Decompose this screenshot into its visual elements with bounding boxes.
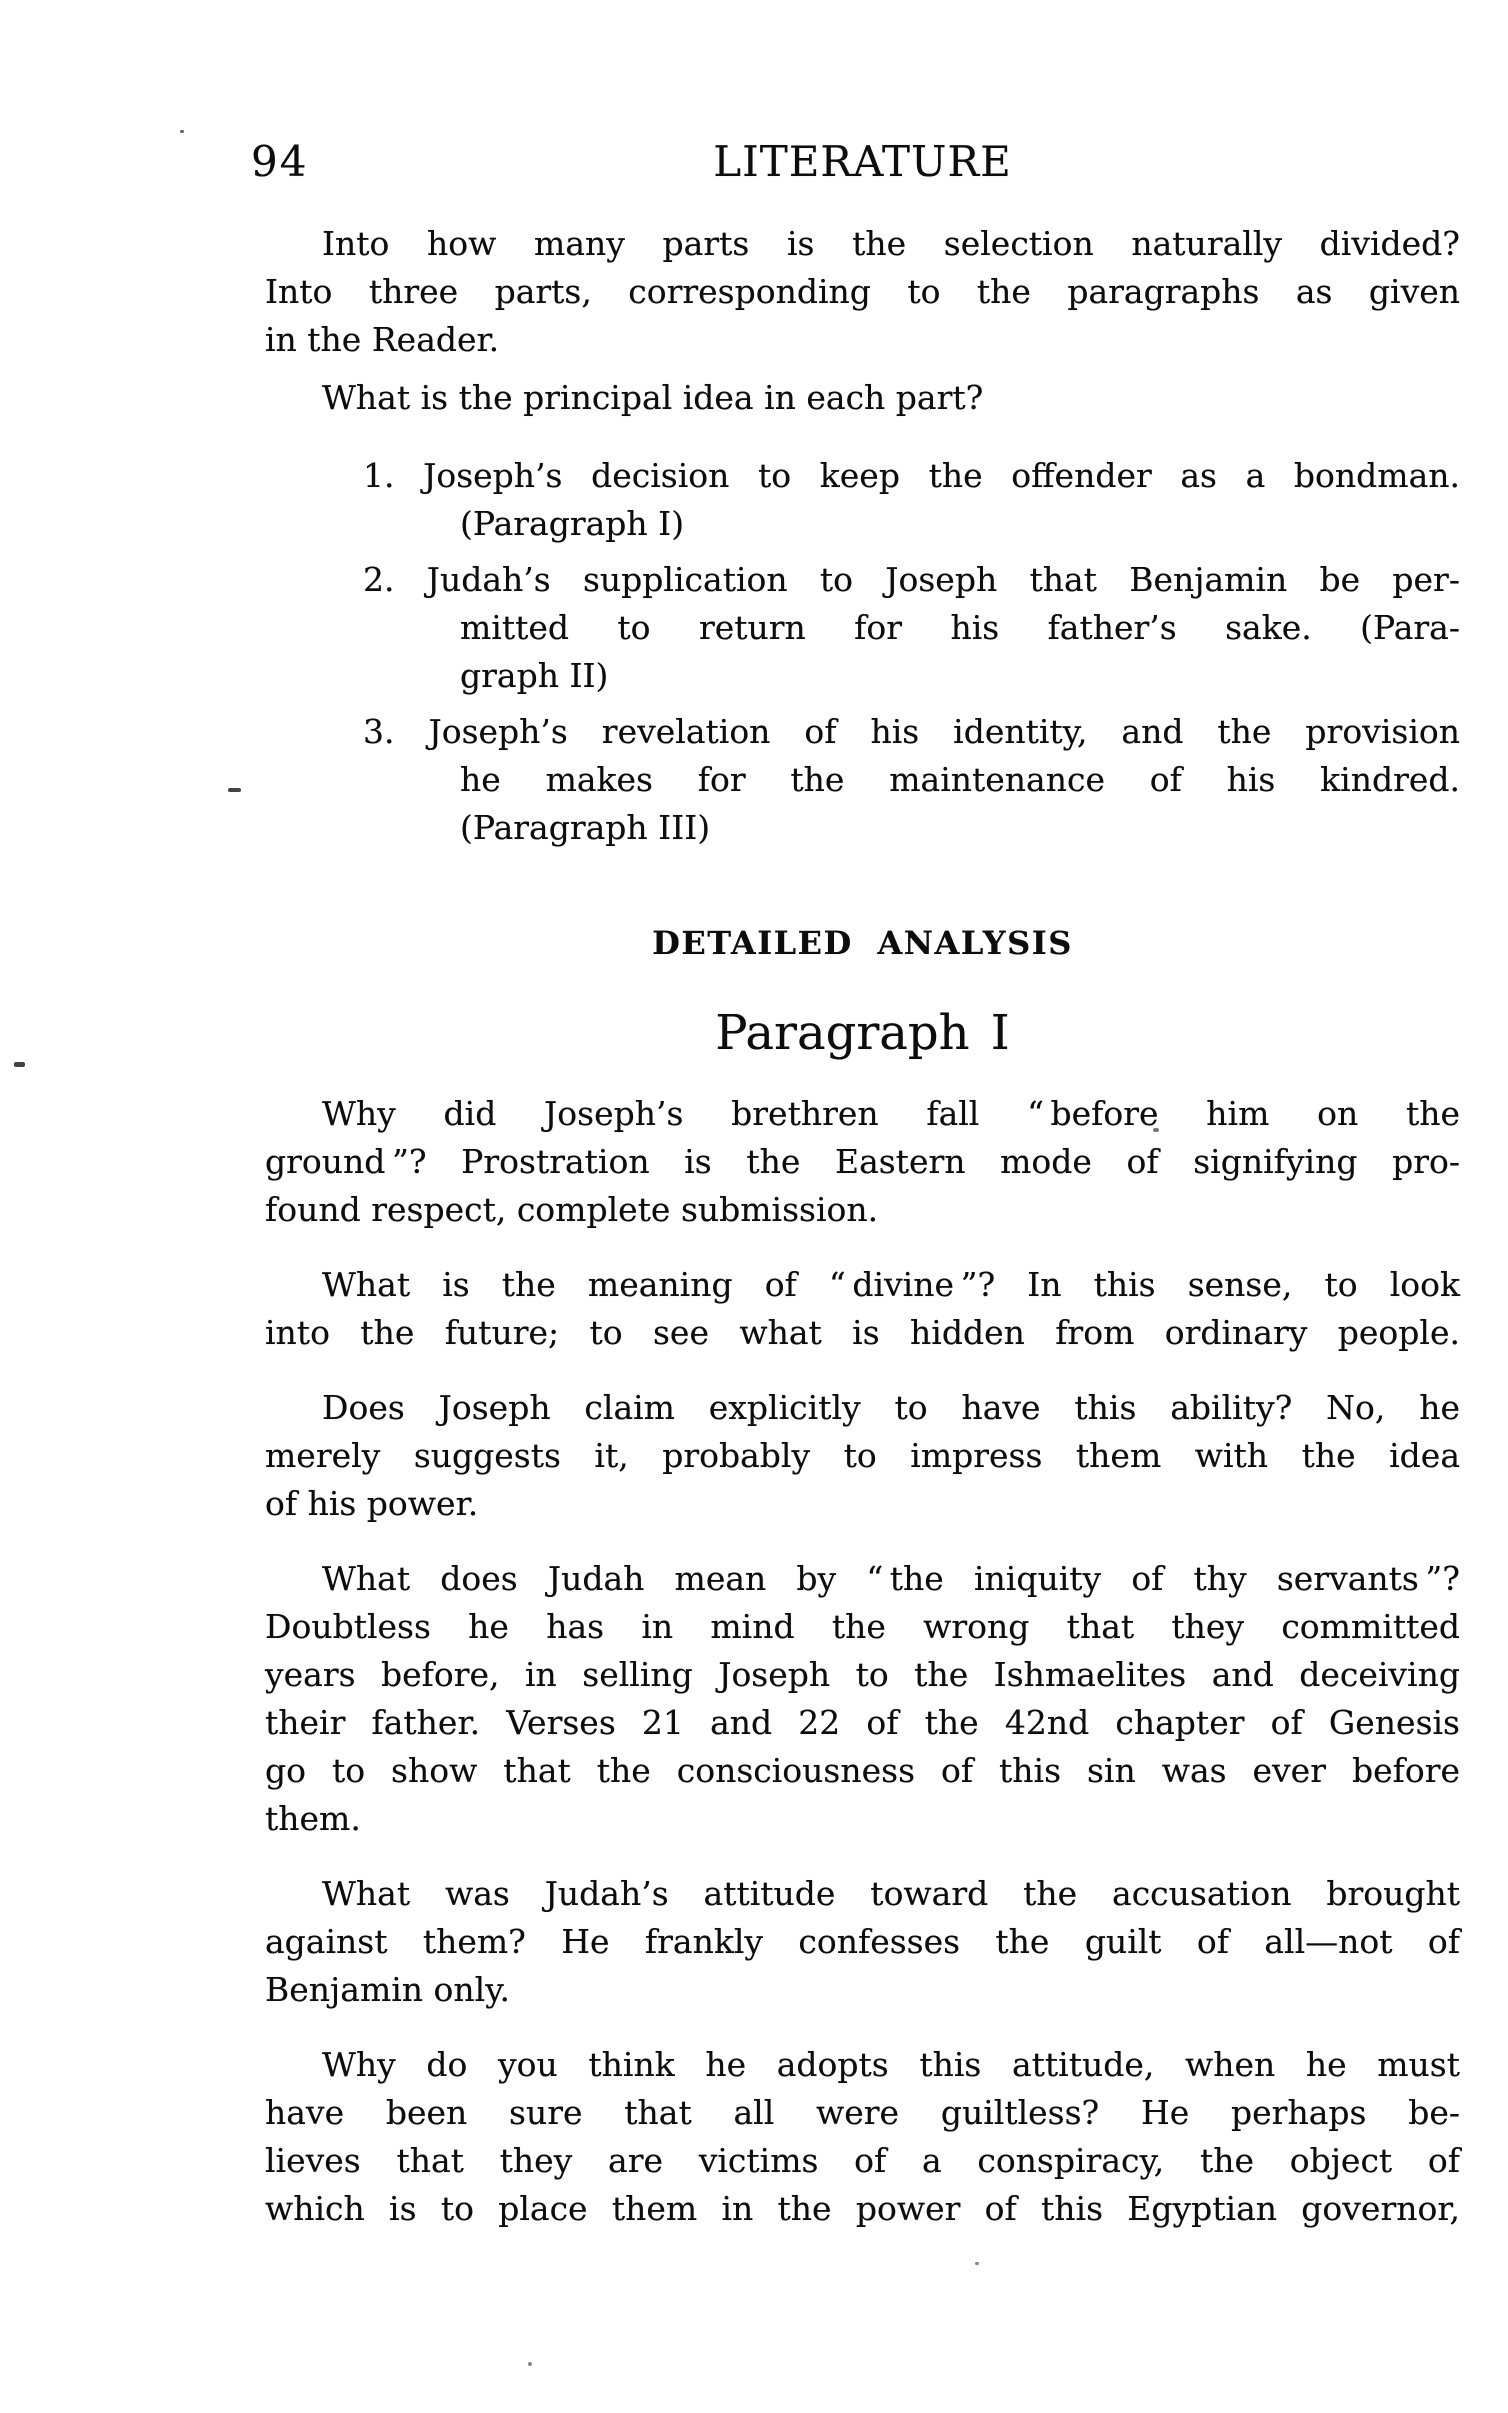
page-header <box>251 136 1460 188</box>
scan-speck <box>14 1062 25 1067</box>
text-line: (Paragraph III) <box>460 808 711 847</box>
text-line: What is the principal idea in each part? <box>322 378 984 417</box>
intro-paragraph <box>265 220 1460 364</box>
text-line <box>265 556 1460 604</box>
running-title: LITERATURE <box>713 137 1012 186</box>
list-item-text: Judah’s supplication to Joseph that Benjamin be per- <box>426 560 1460 599</box>
text-line: he makes for the maintenance of his kindred. <box>460 760 1460 799</box>
text-line: years before, in selling Joseph to the Ishmaelites and deceiving <box>265 1655 1460 1694</box>
text-line: mitted to return for his father’s sake. (Para- <box>460 608 1460 647</box>
text-line <box>265 452 1460 500</box>
analysis-paragraph <box>265 1090 1460 1234</box>
list-item-text: Joseph’s revelation of his identity, and the provision <box>428 712 1460 751</box>
numbered-list <box>265 452 1460 852</box>
scan-speck <box>528 2362 532 2366</box>
text-line: them. <box>265 1799 361 1838</box>
text-line: graph II) <box>460 656 609 695</box>
text-line: in the Reader. <box>265 320 500 359</box>
text-line: go to show that the consciousness of this sin was ever before <box>265 1751 1460 1790</box>
text-line: Does Joseph claim explicitly to have this ability? No, he <box>322 1388 1460 1427</box>
section-heading: DETAILED ANALYSIS <box>652 924 1073 962</box>
text-line: What is the meaning of “ divine ”? In this sense, to look <box>322 1265 1460 1304</box>
text-line: which is to place them in the power of this Egyptian governor, <box>265 2189 1460 2228</box>
list-marker: 2. <box>363 560 395 599</box>
text-line: Why did Joseph’s brethren fall “ before him on the <box>322 1094 1460 1133</box>
list-item <box>265 556 1460 700</box>
scan-speck <box>975 2262 979 2265</box>
analysis-paragraph <box>265 2041 1460 2233</box>
text-line <box>265 708 1460 756</box>
analysis-paragraph <box>265 1261 1460 1357</box>
scan-speck <box>228 788 241 792</box>
text-line: Why do you think he adopts this attitude, when he must <box>322 2045 1460 2084</box>
text-line: Into how many parts is the selection naturally divided? <box>322 224 1460 263</box>
list-marker: 1. <box>363 456 395 495</box>
text-line: Doubtless he has in mind the wrong that they committed <box>265 1607 1460 1646</box>
page-number: 94 <box>251 137 309 186</box>
list-marker: 3. <box>363 712 395 751</box>
text-line: Benjamin only. <box>265 1970 510 2009</box>
text-line: What was Judah’s attitude toward the accusation brought <box>322 1874 1460 1913</box>
list-item-text: Joseph’s decision to keep the offender as a bondman. <box>423 456 1460 495</box>
text-line: into the future; to see what is hidden from ordinary people. <box>265 1313 1460 1352</box>
text-line: ground ”? Prostration is the Eastern mode of signifying pro- <box>265 1142 1460 1181</box>
text-line: (Paragraph I) <box>460 504 685 543</box>
text-line: their father. Verses 21 and 22 of the 42nd chapter of Genesis <box>265 1703 1460 1742</box>
text-line: Into three parts, corresponding to the paragraphs as given <box>265 272 1460 311</box>
list-item <box>265 452 1460 548</box>
text-line: found respect, complete submission. <box>265 1190 879 1229</box>
text-line: What does Judah mean by “ the iniquity of thy servants ”? <box>322 1559 1460 1598</box>
list-item <box>265 708 1460 852</box>
text-block <box>251 0 1460 2233</box>
text-line: merely suggests it, probably to impress them with the idea <box>265 1436 1460 1475</box>
text-line: have been sure that all were guiltless? He perhaps be- <box>265 2093 1460 2132</box>
text-line: of his power. <box>265 1484 479 1523</box>
analysis-paragraph <box>265 1384 1460 1528</box>
analysis-paragraph <box>265 1555 1460 1843</box>
text-line: lieves that they are victims of a conspiracy, the object of <box>265 2141 1460 2180</box>
intro-question <box>265 374 1460 422</box>
analysis-paragraph <box>265 1870 1460 2014</box>
scan-speck <box>180 130 184 133</box>
subsection-heading: Paragraph I <box>715 1005 1010 1061</box>
text-line: against them? He frankly confesses the guilt of all—not of <box>265 1922 1460 1961</box>
